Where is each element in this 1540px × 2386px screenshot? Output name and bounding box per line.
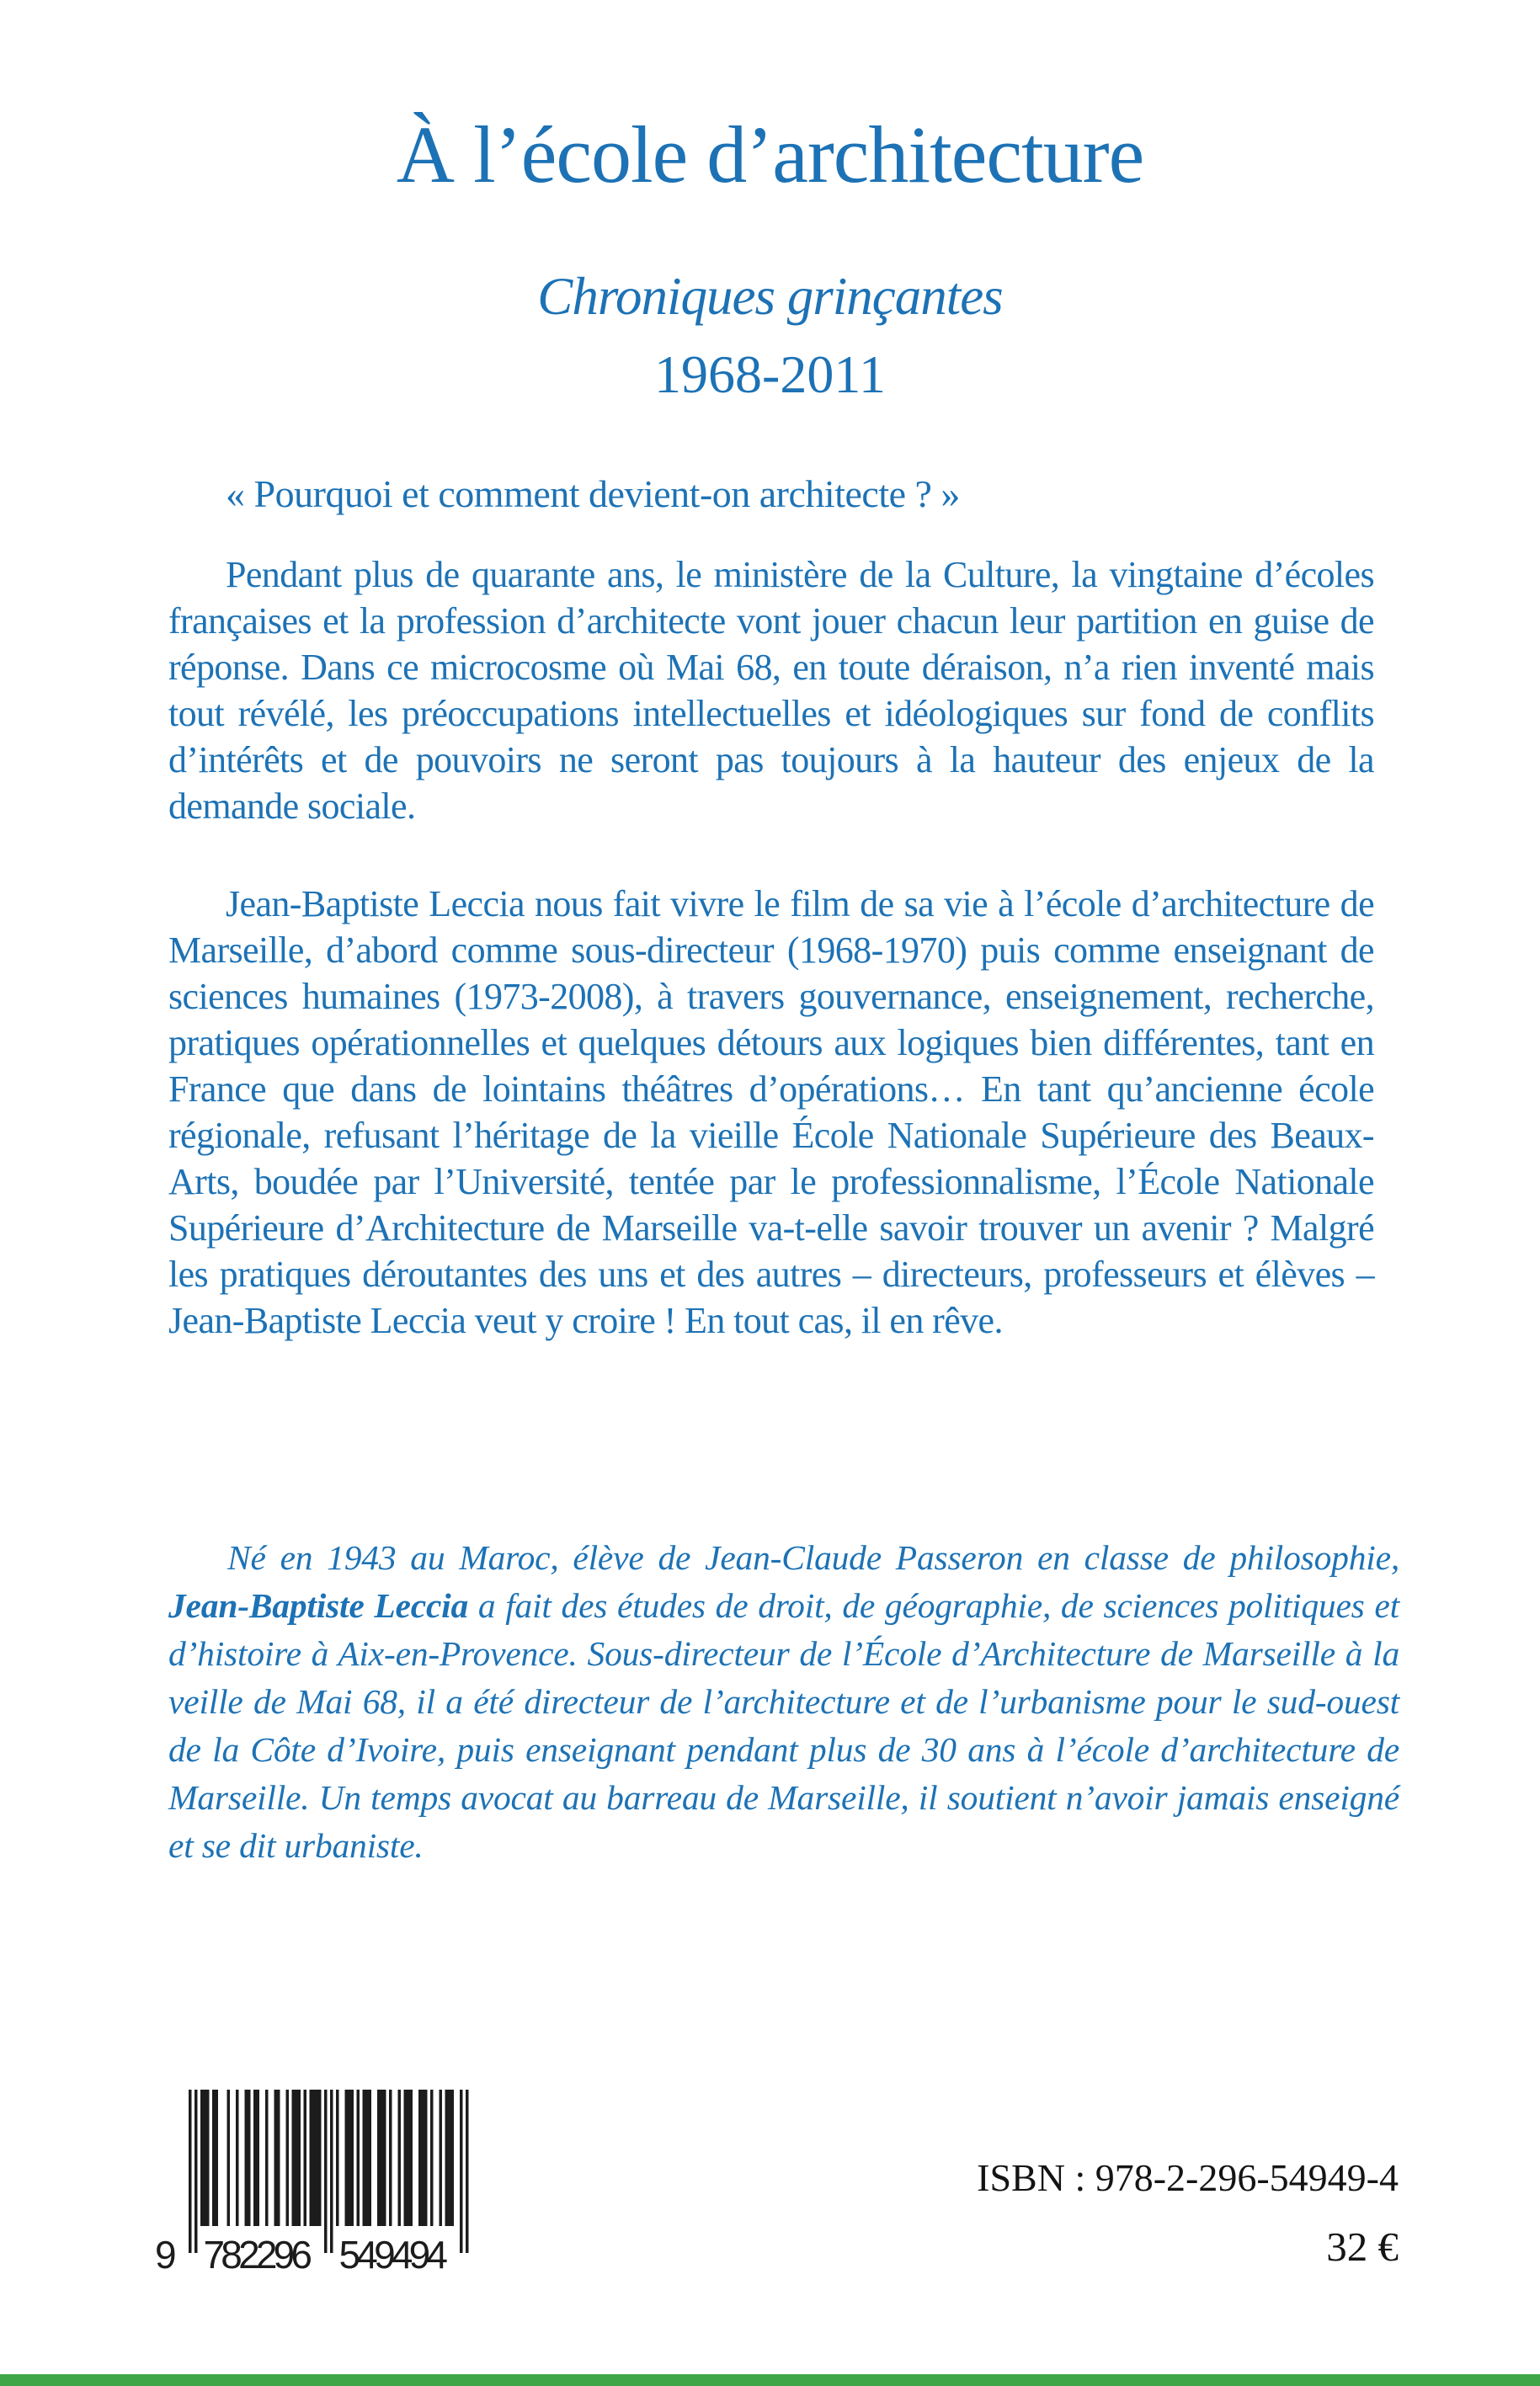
author-bio-rest: a fait des études de droit, de géographie, de sciences politiques et d’histoire à Aix-en-Provence. Sous-directeur de l’École d’Architecture de Marseille à la veille de Mai 68, il a été directeur de l’architecture et de l’urbanisme pour le sud-ouest de la Côte d’Ivoire, puis enseignant pendant plus de 30 ans à l’école d’architecture de Marseille. Un temps avocat au barreau de Marseille, il soutient n’avoir jamais enseigné et se dit urbaniste. [168, 1586, 1399, 1865]
book-subtitle: Chroniques grinçantes [537, 267, 1003, 326]
barcode-image [152, 2090, 477, 2273]
book-years: 1968-2011 [654, 344, 886, 404]
author-bio [168, 1534, 1399, 1870]
collection-color-bar [0, 2374, 1540, 2386]
review-quote: « Pourquoi et comment devient-on architecte ? » [226, 472, 960, 515]
isbn-text: ISBN : 978-2-296-54949-4 [977, 2156, 1399, 2199]
book-title: À l’école d’architecture [396, 109, 1144, 200]
author-bio-intro: Né en 1943 au Maroc, élève de Jean-Claude Passeron en classe de philosophie, [227, 1538, 1399, 1577]
ean13-barcode [152, 2090, 477, 2277]
synopsis-paragraph-1: Pendant plus de quarante ans, le ministère de la Culture, la vingtaine d’écoles françaises et la profession d’architecte vont jouer chacun leur partition en guise de réponse. Dans ce microcosme où Mai 68, en toute déraison, n’a rien inventé mais tout révélé, les préoccupations intellectuelles et idéologiques sur fond de conflits d’intérêts et de pouvoirs ne seront pas toujours à la hauteur des enjeux de la demande sociale. [168, 554, 1374, 827]
author-name: Jean-Baptiste Leccia [168, 1586, 469, 1625]
barcode-digits-left: 782296 [203, 2233, 312, 2273]
synopsis-paragraph-2: Jean-Baptiste Leccia nous fait vivre le film de sa vie à l’école d’architecture de Marseille, d’abord comme sous-directeur (1968-1970) puis comme enseignant de sciences humaines (1973-2008), à travers gouvernance, enseignement, recherche, pratiques opérationnelles et quelques détours aux logiques bien différentes, tant en France que dans de lointains théâtres d’opérations… En tant qu’ancienne école régionale, refusant l’héritage de la vieille École Nationale Supérieure des Beaux-Arts, boudée par l’Université, tentée par le professionnalisme, l’École Nationale Supérieure d’Architecture de Marseille va-t-elle savoir trouver un avenir ? Malgré les pratiques déroutantes des uns et des autres – directeurs, professeurs et élèves – Jean-Baptiste Leccia veut y croire ! En tout cas, il en rêve. [168, 883, 1374, 1341]
barcode-digits-right: 549494 [338, 2233, 448, 2273]
price-text: 32 € [1326, 2224, 1399, 2270]
barcode-digit-first: 9 [155, 2233, 177, 2273]
